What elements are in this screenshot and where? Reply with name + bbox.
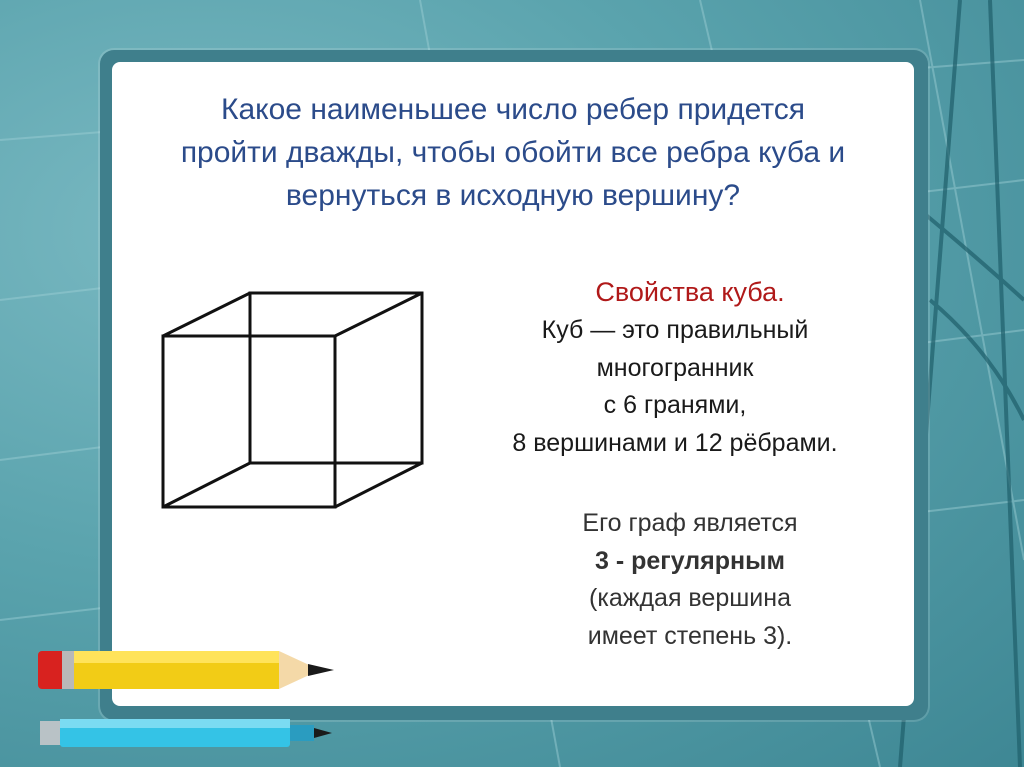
question-line: Какое наименьшее число ребер придется <box>221 93 805 126</box>
graph-line: (каждая вершина <box>589 584 791 612</box>
wireframe-cube <box>155 285 435 515</box>
properties-line: Куб — это правильный <box>541 316 809 344</box>
marker-icon <box>40 715 340 755</box>
graph-text <box>500 505 880 655</box>
question-line: пройти дважды, чтобы обойти все ребра куба и <box>180 136 846 169</box>
properties-line: многогранник <box>596 353 754 382</box>
properties-line: с 6 гранями, <box>603 391 747 419</box>
pencil-icon <box>38 645 338 695</box>
question-line: вернуться в исходную вершину? <box>285 179 741 212</box>
graph-line: имеет степень 3). <box>587 621 793 650</box>
properties-line: 8 вершинами и 12 рёбрами. <box>512 428 838 457</box>
question-text <box>112 88 914 217</box>
properties-text <box>465 312 885 462</box>
graph-line-regular: 3 - регулярным <box>595 546 785 575</box>
properties-title: Свойства куба. <box>595 277 785 307</box>
graph-line: Его граф является <box>582 509 798 537</box>
